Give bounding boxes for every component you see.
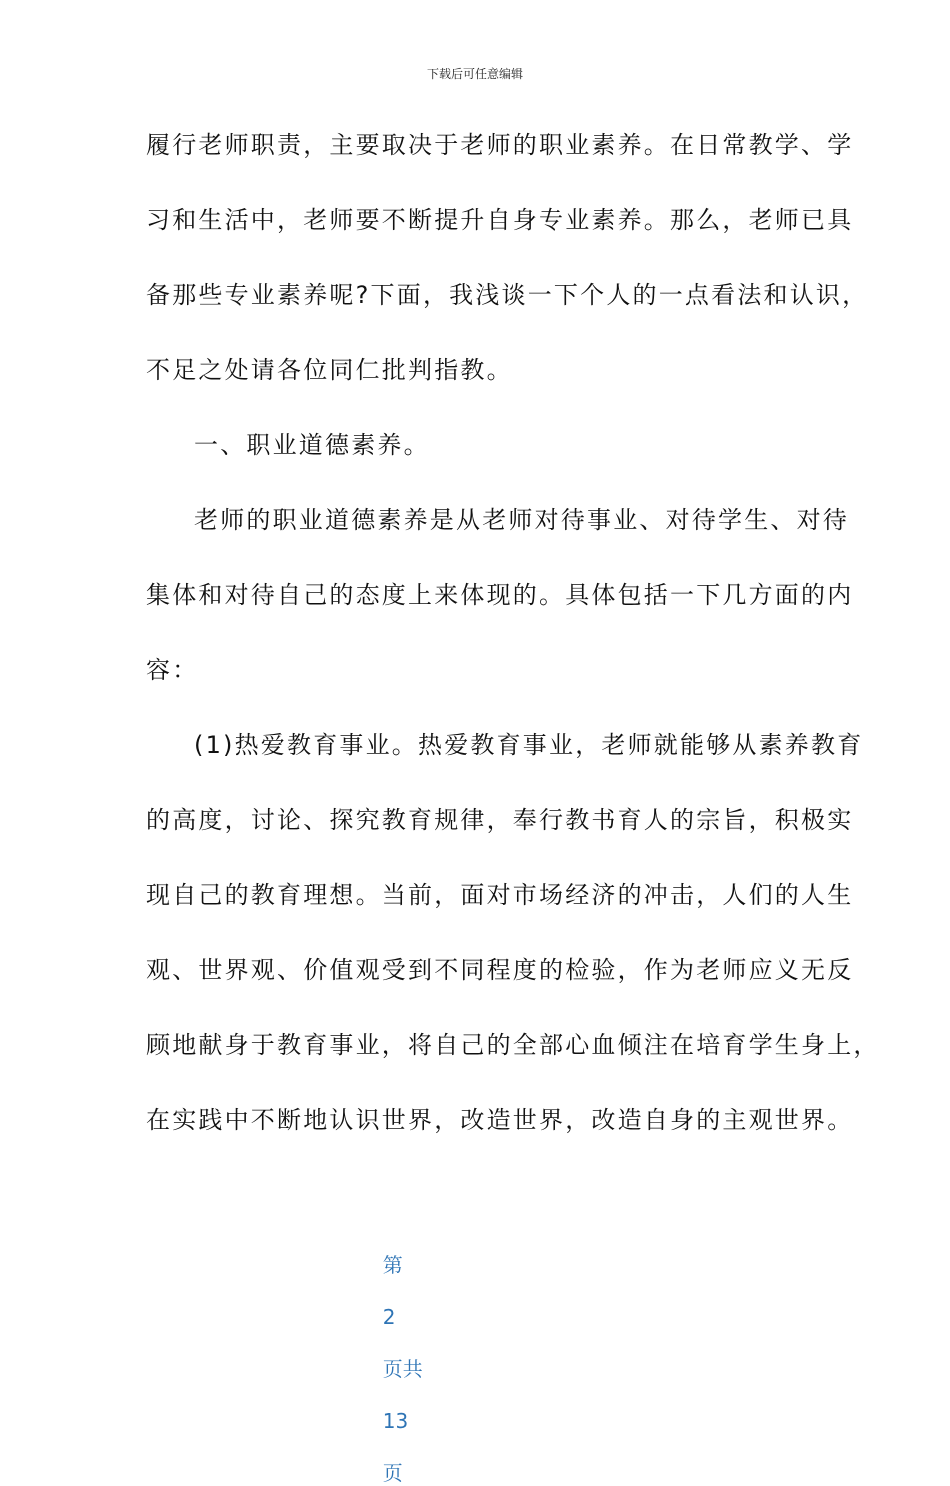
body-line: 现自己的教育理想。当前，面对市场经济的冲击，人们的人生 — [146, 881, 854, 909]
page-prefix: 第 — [382, 1253, 403, 1277]
body-line: 容： — [146, 656, 199, 684]
body-line: 老师的职业道德素养是从老师对待事业、对待学生、对待 — [194, 506, 849, 534]
body-line: 履行老师职责，主要取决于老师的职业素养。在日常教学、学 — [146, 131, 854, 159]
page-footer — [370, 1226, 423, 1486]
page-number: 2 — [382, 1305, 396, 1329]
body-line: 集体和对待自己的态度上来体现的。具体包括一下几方面的内 — [146, 581, 854, 609]
body-line: 不足之处请各位同仁批判指教。 — [146, 356, 513, 384]
body-line: 习和生活中，老师要不断提升自身专业素养。那么，老师已具 — [146, 206, 854, 234]
body-line: 顾地献身于教育事业，将自己的全部心血倾注在培育学生身上， — [146, 1031, 880, 1059]
body-line: 备那些专业素养呢?下面，我浅谈一下个人的一点看法和认识， — [146, 281, 869, 309]
body-line: 观、世界观、价值观受到不同程度的检验，作为老师应义无反 — [146, 956, 854, 984]
body-line: (1)热爱教育事业。热爱教育事业，老师就能够从素养教育 — [194, 731, 864, 759]
page-suffix: 页 — [382, 1461, 403, 1485]
page-middle: 页共 — [382, 1357, 423, 1381]
page-total: 13 — [382, 1409, 409, 1433]
body-line: 在实践中不断地认识世界，改造世界，改造自身的主观世界。 — [146, 1106, 854, 1134]
body-line: 的高度，讨论、探究教育规律，奉行教书育人的宗旨，积极实 — [146, 806, 854, 834]
header-note: 下载后可任意编辑 — [426, 67, 523, 81]
section-heading: 一、职业道德素养。 — [194, 431, 430, 459]
